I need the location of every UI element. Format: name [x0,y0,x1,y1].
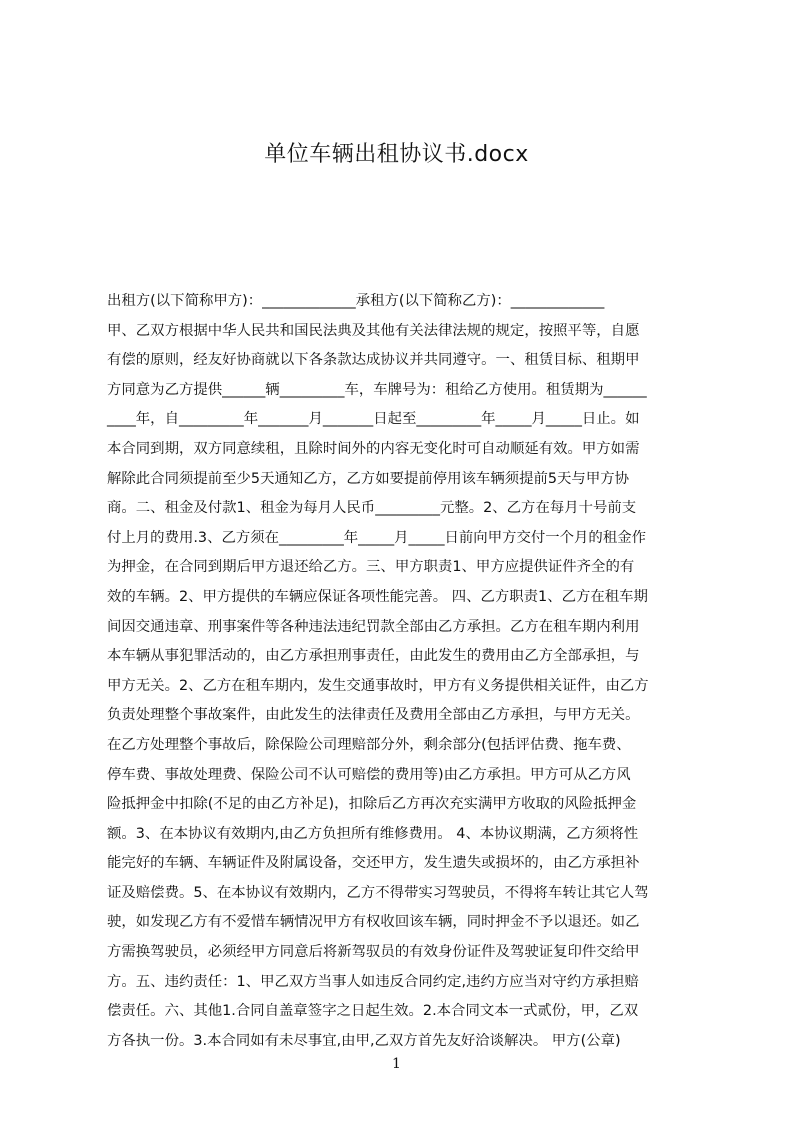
text-line: 有偿的原则，经友好协商就以下各条款达成协议并共同遵守。一、租赁目标、租期甲 [107,352,640,369]
text-line: 解除此合同须提前至少5天通知乙方，乙方如要提前停用该车辆须提前5天与甲方协 [107,470,629,487]
text-line: 商。二、租金及付款1、租金为每月人民币_________元整。2、乙方在每月十号前支 [107,500,637,517]
text-line: 在乙方处理整个事故后，除保险公司理赔部分外，剩余部分(包括评估费、拖车费、 [107,736,631,753]
text-line: 方各执一份。3.本合同如有未尽事宜,由甲,乙双方首先友好洽谈解决。 甲方(公章) [107,1032,621,1049]
text-line: ____年，自_________年_______月_______日起至_________年_____月_____日止。如 [107,411,640,428]
text-line: 偿责任。六、其他1.合同自盖章签字之日起生效。2.本合同文本一式贰份，甲，乙双 [107,1003,639,1020]
document-body [107,287,701,1049]
text-line: 负责处理整个事故案件，由此发生的法律责任及费用全部由乙方承担，与甲方无关。 [107,707,640,724]
text-line: 出租方(以下简称甲方)：_____________承租方(以下简称乙方)：_____________ [107,293,605,309]
text-line: 间因交通违章、刑事案件等各种违法违纪罚款全部由乙方承担。乙方在租车期内利用 [107,618,640,635]
text-line: 本车辆从事犯罪活动的，由乙方承担刑事责任，由此发生的费用由乙方全部承担，与 [107,648,640,665]
text-line: 付上月的费用.3、乙方须在_________年_____月_____日前向甲方交付一个月的租金作 [107,529,646,546]
text-line: 驶，如发现乙方有不爱惜车辆情况甲方有权收回该车辆，同时押金不予以退还。如乙 [107,914,640,931]
text-line: 为押金，在合同到期后甲方退还给乙方。三、甲方职责1、甲方应提供证件齐全的有 [107,559,635,576]
text-line: 效的车辆。2、甲方提供的车辆应保证各项性能完善。 四、乙方职责1、乙方在租车期 [107,588,648,605]
document-title: 单位车辆出租协议书.docx [264,142,529,167]
page-number: 1 [392,1056,401,1072]
text-line: 本合同到期，双方同意续租，且除时间外的内容无变化时可自动顺延有效。甲方如需 [107,440,640,457]
text-line: 方需换驾驶员，必须经甲方同意后将新驾驭员的有效身份证件及驾驶证复印件交给甲 [107,944,640,961]
text-line: 额。3、在本协议有效期内,由乙方负担所有维修费用。 4、本协议期满，乙方须将性 [107,825,639,842]
text-line: 方。五、违约责任：1、甲乙双方当事人如违反合同约定,违约方应当对守约方承担赔 [107,973,639,990]
text-line: 险抵押金中扣除(不足的由乙方补足)，扣除后乙方再次充实满甲方收取的风险抵押金 [107,796,637,813]
text-line: 甲、乙双方根据中华人民共和国民法典及其他有关法律法规的规定，按照平等，自愿 [107,322,640,339]
text-line: 能完好的车辆、车辆证件及附属设备，交还甲方，发生遗失或损坏的，由乙方承担补 [107,855,640,872]
text-line: 停车费、事故处理费、保险公司不认可赔偿的费用等)由乙方承担。甲方可从乙方风 [107,766,631,783]
text-line: 证及赔偿费。5、在本协议有效期内，乙方不得带实习驾驶员，不得将车转让其它人驾 [107,884,649,901]
text-line: 方同意为乙方提供______辆_________车，车牌号为：租给乙方使用。租赁期为______ [107,381,647,398]
text-line: 甲方无关。2、乙方在租车期内，发生交通事故时，甲方有义务提供相关证件，由乙方 [107,677,649,694]
